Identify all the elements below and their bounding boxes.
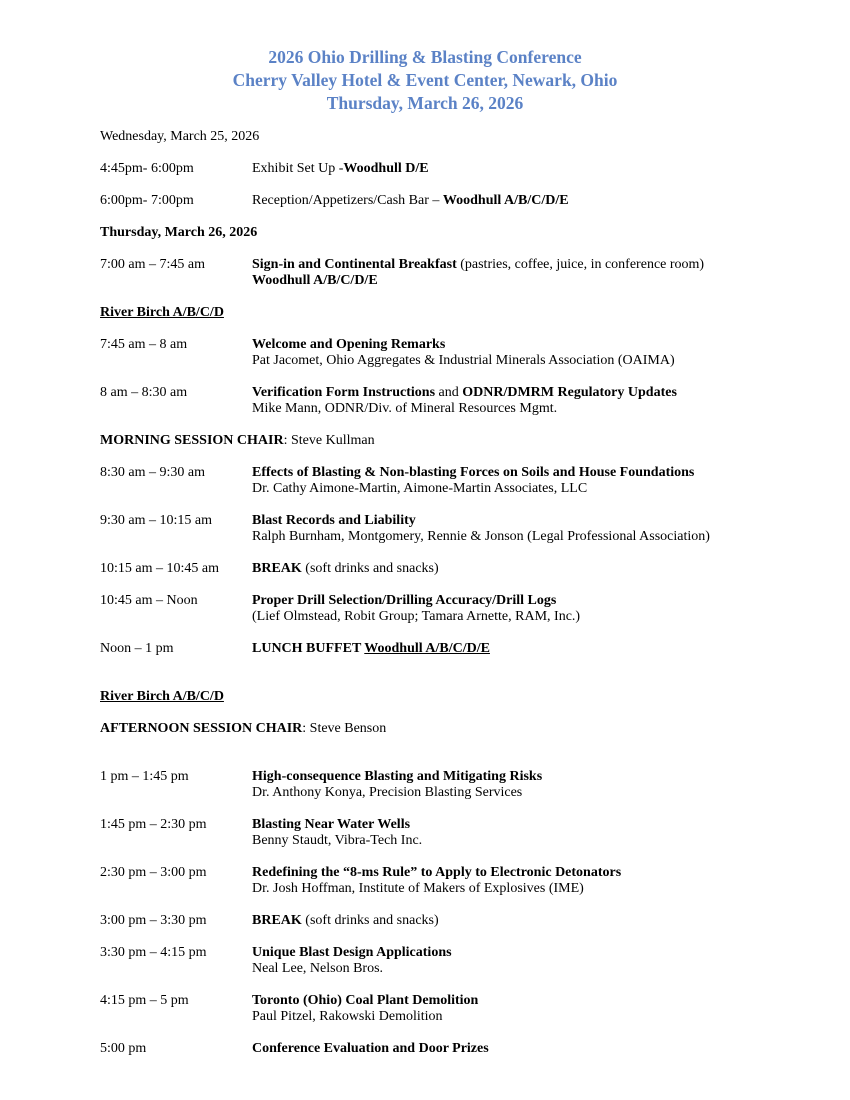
event-row xyxy=(100,1041,795,1057)
event-description-line xyxy=(252,465,795,481)
event-row xyxy=(100,945,795,977)
event-description xyxy=(252,769,795,801)
event-row xyxy=(100,993,795,1025)
event-row xyxy=(100,769,795,801)
text-segment: High-consequence Blasting and Mitigating Risks xyxy=(252,769,543,784)
day-heading: Wednesday, March 25, 2026 xyxy=(100,129,260,144)
session-chair-heading xyxy=(100,433,795,449)
event-row xyxy=(100,465,795,497)
event-description-line xyxy=(252,161,795,177)
event-description xyxy=(252,641,795,657)
text-segment: Paul Pitzel, Rakowski Demolition xyxy=(252,1009,443,1024)
event-time: 5:00 pm xyxy=(100,1041,147,1056)
event-row xyxy=(100,561,795,577)
event-description-line xyxy=(252,609,795,625)
event-time: 1 pm – 1:45 pm xyxy=(100,769,189,784)
event-description xyxy=(252,593,795,625)
text-segment: Sign-in and Continental Breakfast xyxy=(252,257,457,272)
event-description xyxy=(252,817,795,849)
text-segment: Ralph Burnham, Montgomery, Rennie & Jonson (Legal Professional Association) xyxy=(252,529,710,544)
event-description xyxy=(252,1041,795,1057)
event-description xyxy=(252,913,795,929)
event-description-line xyxy=(252,353,795,369)
title-line-conference: 2026 Ohio Drilling & Blasting Conference xyxy=(268,47,582,67)
session-chair-heading xyxy=(100,721,795,737)
event-description xyxy=(252,561,795,577)
event-time: 10:45 am – Noon xyxy=(100,593,198,608)
blank-line xyxy=(100,673,795,689)
event-row xyxy=(100,385,795,417)
text-segment: Effects of Blasting & Non-blasting Forces on Soils and House Foundations xyxy=(252,465,695,480)
event-description-line xyxy=(252,865,795,881)
text-segment: Woodhull D/E xyxy=(343,161,429,176)
event-row xyxy=(100,865,795,897)
text-segment: Woodhull A/B/C/D/E xyxy=(442,193,569,208)
event-row xyxy=(100,161,795,177)
text-segment: Blast Records and Liability xyxy=(252,513,416,528)
event-time: 2:30 pm – 3:00 pm xyxy=(100,865,207,880)
event-description-line xyxy=(252,945,795,961)
text-segment: Redefining the “8-ms Rule” to Apply to Electronic Detonators xyxy=(252,865,622,880)
room-heading: River Birch A/B/C/D xyxy=(100,689,224,704)
event-description xyxy=(252,337,795,369)
event-row xyxy=(100,913,795,929)
event-description-line xyxy=(252,401,795,417)
text-segment: Dr. Josh Hoffman, Institute of Makers of Explosives (IME) xyxy=(252,881,584,896)
event-time: 10:15 am – 10:45 am xyxy=(100,561,219,576)
event-description xyxy=(252,945,795,977)
event-time: Noon – 1 pm xyxy=(100,641,174,656)
event-description-line xyxy=(252,993,795,1009)
text-segment: ODNR/DMRM Regulatory Updates xyxy=(462,385,677,400)
text-segment: Blasting Near Water Wells xyxy=(252,817,411,832)
title-line-venue: Cherry Valley Hotel & Event Center, Newark, Ohio xyxy=(232,70,618,90)
text-segment: : Steve Kullman xyxy=(283,433,375,448)
text-segment: Woodhull A/B/C/D/E xyxy=(252,273,378,288)
event-description-line xyxy=(252,961,795,977)
text-segment: : Steve Benson xyxy=(302,721,387,736)
text-segment: Pat Jacomet, Ohio Aggregates & Industrial Minerals Association (OAIMA) xyxy=(252,353,675,368)
text-segment: Woodhull A/B/C/D/E xyxy=(364,641,490,656)
text-segment: Exhibit Set Up - xyxy=(252,161,344,176)
text-segment: (Lief Olmstead, Robit Group; Tamara Arnette, RAM, Inc.) xyxy=(252,609,581,624)
text-segment: Unique Blast Design Applications xyxy=(252,945,452,960)
document-header xyxy=(0,0,850,115)
event-description-line xyxy=(252,193,795,209)
event-description xyxy=(252,865,795,897)
room-heading: River Birch A/B/C/D xyxy=(100,305,224,320)
event-description xyxy=(252,993,795,1025)
text-segment: Dr. Cathy Aimone-Martin, Aimone-Martin Associates, LLC xyxy=(252,481,588,496)
text-segment: LUNCH BUFFET xyxy=(252,641,365,656)
text-segment: (pastries, coffee, juice, in conference room) xyxy=(456,257,705,272)
event-row xyxy=(100,817,795,849)
event-description-line xyxy=(252,641,795,657)
text-segment: Mike Mann, ODNR/Div. of Mineral Resources Mgmt. xyxy=(252,401,558,416)
event-description-line xyxy=(252,913,795,929)
blank-line xyxy=(100,753,795,769)
event-description-line xyxy=(252,529,795,545)
event-time: 3:00 pm – 3:30 pm xyxy=(100,913,207,928)
event-row xyxy=(100,641,795,657)
event-description-line xyxy=(252,833,795,849)
event-description-line xyxy=(252,513,795,529)
event-description-line xyxy=(252,785,795,801)
event-time: 6:00pm- 7:00pm xyxy=(100,193,194,208)
text-segment: Reception/Appetizers/Cash Bar – xyxy=(252,193,443,208)
event-time: 4:15 pm – 5 pm xyxy=(100,993,189,1008)
event-description-line xyxy=(252,881,795,897)
event-row xyxy=(100,257,795,289)
day-heading: Thursday, March 26, 2026 xyxy=(100,225,258,240)
event-description xyxy=(252,465,795,497)
event-row xyxy=(100,193,795,209)
text-segment: Proper Drill Selection/Drilling Accuracy/Drill Logs xyxy=(252,593,557,608)
text-segment: MORNING SESSION CHAIR xyxy=(100,433,284,448)
event-description xyxy=(252,257,795,289)
text-segment: AFTERNOON SESSION CHAIR xyxy=(100,721,303,736)
event-row xyxy=(100,593,795,625)
event-description-line xyxy=(252,769,795,785)
event-time: 1:45 pm – 2:30 pm xyxy=(100,817,207,832)
text-segment: Conference Evaluation and Door Prizes xyxy=(252,1041,489,1056)
event-time: 7:00 am – 7:45 am xyxy=(100,257,205,272)
event-description xyxy=(252,513,795,545)
event-time: 8:30 am – 9:30 am xyxy=(100,465,205,480)
event-description-line xyxy=(252,481,795,497)
event-description xyxy=(252,161,795,177)
event-description-line xyxy=(252,257,795,273)
event-time: 3:30 pm – 4:15 pm xyxy=(100,945,207,960)
event-row xyxy=(100,513,795,545)
text-segment: BREAK xyxy=(252,561,302,576)
event-time: 7:45 am – 8 am xyxy=(100,337,188,352)
text-segment: (soft drinks and snacks) xyxy=(301,561,439,576)
event-description-line xyxy=(252,337,795,353)
text-segment: Dr. Anthony Konya, Precision Blasting Services xyxy=(252,785,523,800)
event-description-line xyxy=(252,817,795,833)
text-segment: Benny Staudt, Vibra-Tech Inc. xyxy=(252,833,423,848)
text-segment: Toronto (Ohio) Coal Plant Demolition xyxy=(252,993,479,1008)
event-description-line xyxy=(252,273,795,289)
text-segment: (soft drinks and snacks) xyxy=(301,913,439,928)
text-segment: BREAK xyxy=(252,913,302,928)
event-description-line xyxy=(252,593,795,609)
event-time: 8 am – 8:30 am xyxy=(100,385,188,400)
title-line-date: Thursday, March 26, 2026 xyxy=(326,93,524,113)
text-segment: Welcome and Opening Remarks xyxy=(252,337,446,352)
schedule xyxy=(100,129,795,1057)
text-segment: Verification Form Instructions xyxy=(252,385,436,400)
text-segment: Neal Lee, Nelson Bros. xyxy=(252,961,384,976)
text-segment: and xyxy=(435,385,463,400)
event-description xyxy=(252,385,795,417)
event-row xyxy=(100,337,795,369)
event-description-line xyxy=(252,1009,795,1025)
event-description xyxy=(252,193,795,209)
event-description-line xyxy=(252,561,795,577)
event-description-line xyxy=(252,385,795,401)
event-time: 9:30 am – 10:15 am xyxy=(100,513,212,528)
event-time: 4:45pm- 6:00pm xyxy=(100,161,194,176)
event-description-line xyxy=(252,1041,795,1057)
